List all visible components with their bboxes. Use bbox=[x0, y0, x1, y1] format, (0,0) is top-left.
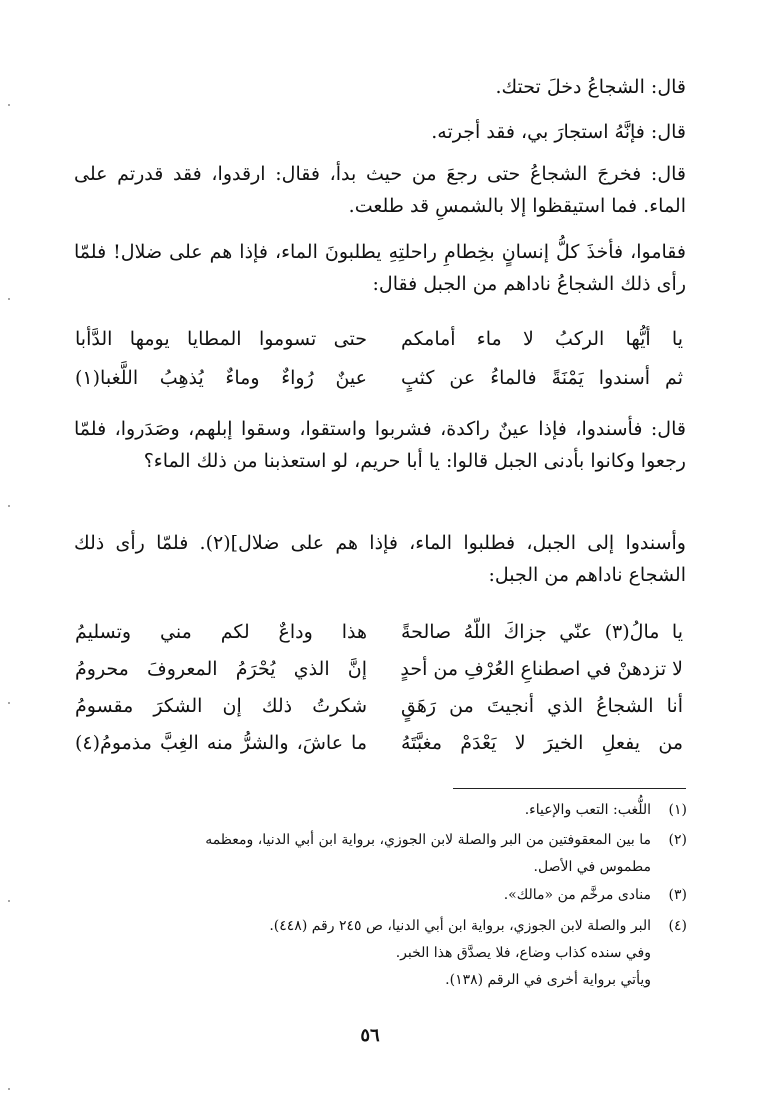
footnote-number: (٣) bbox=[668, 887, 687, 903]
verse-first-hemistich: من يفعلِ الخيرَ لا يَعْدَمْ مغبَّتَهُ bbox=[401, 732, 683, 754]
margin-speck bbox=[8, 1088, 10, 1090]
verse-second-hemistich: حتى تسوموا المطايا يومها الدَّأبا bbox=[75, 328, 367, 350]
paragraph: قال: فخرجَ الشجاعُ حتى رجعَ من حيث بدأ، فقال: ارقدوا، فقد قدرتم على الماء. فما استيقظوا إلا بالشمسِ قد طلعت. bbox=[74, 163, 686, 217]
footnote-text: اللُّغب: التعب والإعياء. bbox=[524, 802, 651, 818]
paragraph: قال: فإنَّهُ استجارَ بي، فقد أجرته. bbox=[431, 121, 686, 143]
poem-verse bbox=[75, 724, 683, 762]
margin-speck bbox=[8, 505, 10, 507]
footnote-text: ويأتي برواية أخرى في الرقم (١٣٨). bbox=[445, 972, 651, 988]
page-number: ٥٦ bbox=[360, 1025, 380, 1046]
footnote-number: (١) bbox=[668, 802, 687, 818]
footnote-separator bbox=[453, 788, 686, 789]
margin-speck bbox=[8, 900, 10, 902]
verse-first-hemistich: لا تزدهنْ في اصطناعِ العُرْفِ من أحدٍ bbox=[400, 658, 683, 680]
poem-verse bbox=[75, 359, 683, 397]
paragraph: قال: فأسندوا، فإذا عينٌ راكدة، فشربوا واستقوا، وسقوا إبلهم، وصَدَروا، فلمّا رجعوا وكانوا بأدنى الجبل قالوا: يا أبا حريم، لو استعذبنا من ذلك الماء؟ bbox=[74, 418, 686, 472]
verse-first-hemistich: أنا الشجاعُ الذي أنجيتَ من رَهَقٍ bbox=[401, 695, 683, 717]
footnote-text: البر والصلة لابن الجوزي، برواية ابن أبي الدنيا، ص ٢٤٥ رقم (٤٤٨). bbox=[269, 918, 651, 934]
paragraph: وأسندوا إلى الجبل، فطلبوا الماء، فإذا هم على ضلال](٢). فلمّا رأى ذلك الشجاع ناداهم من الجبل: bbox=[74, 532, 686, 586]
footnote-text: منادى مرخَّم من «مالك». bbox=[503, 887, 651, 903]
footnote bbox=[75, 882, 687, 909]
verse-first-hemistich: يا أيُّها الركبُ لا ماء أمامكم bbox=[401, 328, 683, 350]
poem-verse bbox=[75, 687, 683, 725]
poem-verse bbox=[75, 613, 683, 651]
footnote-number: (٤) bbox=[668, 918, 687, 934]
verse-second-hemistich: إنَّ الذي يُحْرَمُ المعروفَ محرومُ bbox=[75, 658, 367, 680]
paragraph: فقاموا، فأخذَ كلُّ إنسانٍ بخِطامِ راحلتِهِ يطلبونَ الماء، فإذا هم على ضلال! فلمّا رأى ذلك الشجاعُ ناداهم من الجبل فقال: bbox=[74, 241, 686, 295]
poem-verse bbox=[75, 650, 683, 688]
margin-speck bbox=[8, 104, 10, 106]
footnote bbox=[75, 797, 687, 824]
footnote-text: ما بين المعقوفتين من البر والصلة لابن الجوزي، برواية ابن أبي الدنيا، ومعظمه bbox=[205, 832, 651, 848]
verse-second-hemistich: شكرتُ ذلك إن الشكرَ مقسومُ bbox=[75, 695, 367, 717]
verse-second-hemistich: عينٌ رُواءٌ وماءٌ يُذهِبُ اللَّغبا(١) bbox=[75, 367, 367, 389]
verse-second-hemistich: هذا وداعٌ لكم مني وتسليمُ bbox=[75, 621, 367, 643]
footnote-text: وفي سنده كذاب وضاع، فلا يصدَّق هذا الخبر. bbox=[395, 945, 651, 961]
footnote bbox=[75, 827, 687, 881]
footnote-text: مطموس في الأصل. bbox=[533, 859, 651, 875]
margin-speck bbox=[8, 298, 10, 300]
poem-verse bbox=[75, 320, 683, 358]
paragraph: قال: الشجاعُ دخلَ تحتك. bbox=[495, 76, 686, 98]
verse-first-hemistich: ثم أسندوا يَمْنَةً فالماءُ عن كثبٍ bbox=[401, 367, 683, 389]
verse-second-hemistich: ما عاشَ، والشرُّ منه الغِبَّ مذمومُ(٤) bbox=[75, 732, 367, 754]
margin-speck bbox=[8, 702, 10, 704]
verse-first-hemistich: يا مالُ(٣) عنّي جزاكَ اللّهُ صالحةً bbox=[401, 621, 683, 643]
footnote bbox=[75, 913, 687, 994]
footnote-number: (٢) bbox=[668, 832, 687, 848]
